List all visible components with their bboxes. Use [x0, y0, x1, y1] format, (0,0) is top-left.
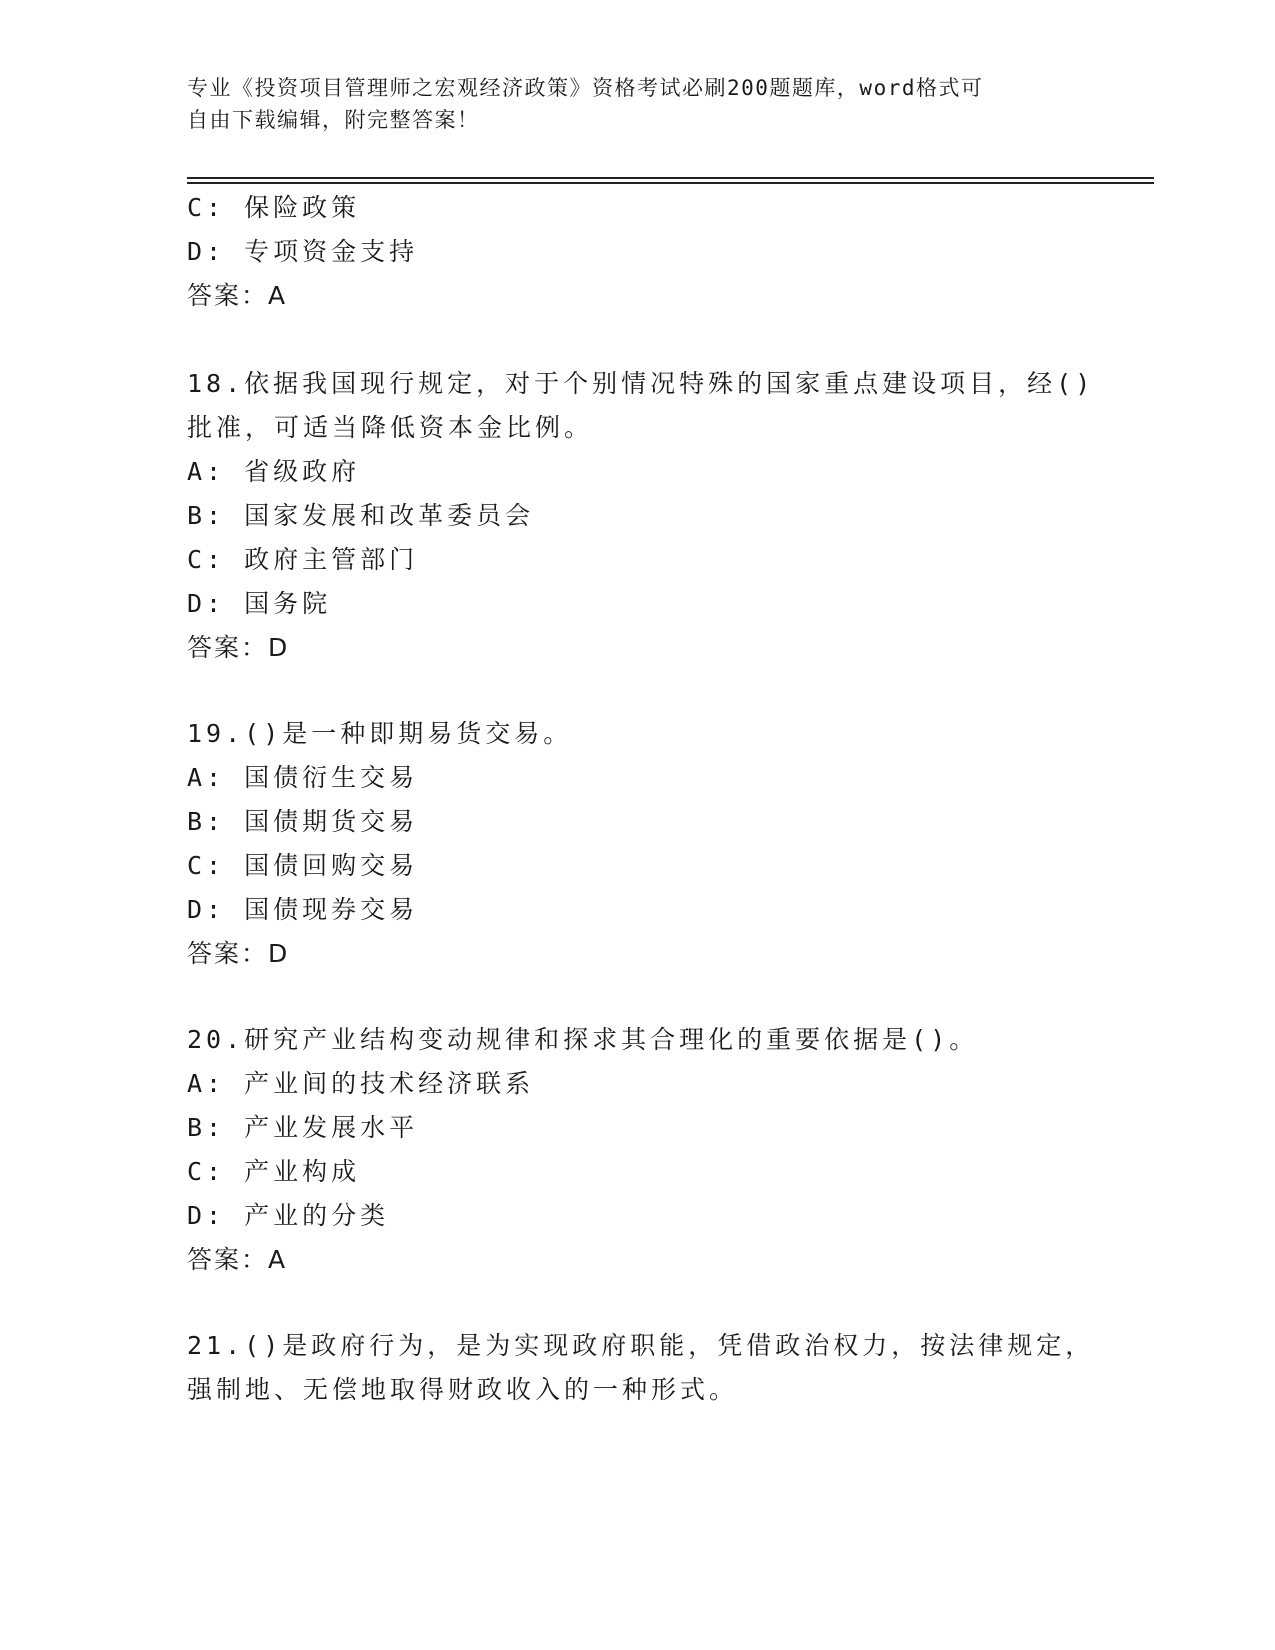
document-header [187, 72, 1067, 136]
q19-stem-line-1: 19.()是一种即期易货交易。 [187, 719, 573, 748]
q19-option-d: D: 国债现券交易 [187, 895, 419, 924]
header-line-2: 自由下载编辑，附完整答案！ [187, 108, 480, 132]
q18-stem-line-2: 批准，可适当降低资本金比例。 [187, 413, 594, 442]
q18-option-a: A: 省级政府 [187, 457, 361, 486]
q19-option-c: C: 国债回购交易 [187, 851, 419, 880]
q17-answer: 答案：A [187, 281, 288, 310]
header-divider-bottom [187, 182, 1154, 184]
q18-answer: 答案：D [187, 633, 290, 662]
q19-option-a: A: 国债衍生交易 [187, 763, 419, 792]
q18-option-c: C: 政府主管部门 [187, 545, 419, 574]
q21-stem-line-1: 21.()是政府行为，是为实现政府职能，凭借政治权力，按法律规定， [187, 1331, 1095, 1360]
q17-option-d: D: 专项资金支持 [187, 237, 419, 266]
q17-option-c: C: 保险政策 [187, 193, 361, 222]
q18-option-b: B: 国家发展和改革委员会 [187, 501, 535, 530]
q19-option-b: B: 国债期货交易 [187, 807, 419, 836]
header-divider-top [187, 177, 1154, 179]
q18-stem-line-1: 18.依据我国现行规定，对于个别情况特殊的国家重点建设项目，经() [187, 369, 1095, 398]
q21-stem-line-2: 强制地、无偿地取得财政收入的一种形式。 [187, 1375, 739, 1404]
q19-answer: 答案：D [187, 939, 290, 968]
q20-option-b: B: 产业发展水平 [187, 1113, 419, 1142]
q20-option-d: D: 产业的分类 [187, 1201, 390, 1230]
header-line-1: 专业《投资项目管理师之宏观经济政策》资格考试必刷200题题库，word格式可 [187, 76, 984, 100]
q20-answer: 答案：A [187, 1245, 288, 1274]
q18-option-d: D: 国务院 [187, 589, 332, 618]
q20-option-c: C: 产业构成 [187, 1157, 361, 1186]
q20-stem-line-1: 20.研究产业结构变动规律和探求其合理化的重要依据是()。 [187, 1025, 979, 1054]
q20-option-a: A: 产业间的技术经济联系 [187, 1069, 535, 1098]
